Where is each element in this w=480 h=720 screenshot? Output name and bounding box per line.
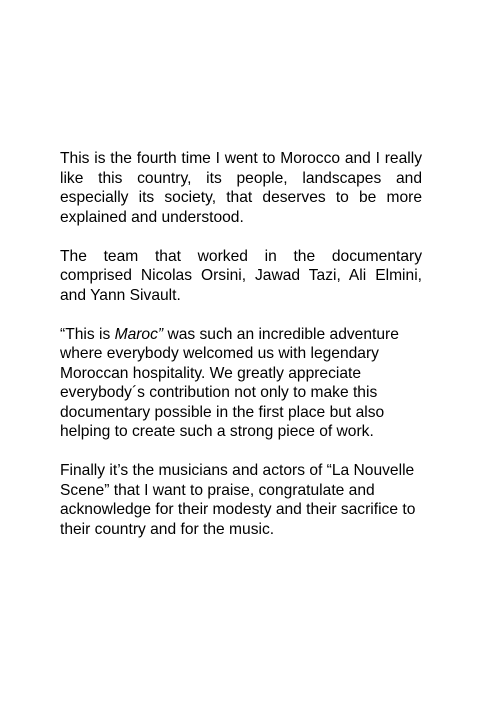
document-body — [60, 149, 422, 559]
paragraph-team: The team that worked in the documentary comprised Nicolas Orsini, Jawad Tazi, Ali Elmini, and Yann Sivault. — [60, 247, 422, 304]
paragraph-intro: This is the fourth time I went to Morocco and I really like this country, its people, landscapes and especially its society, that deserves to be more explained and understood. — [60, 150, 422, 226]
paragraph-closing: Finally it’s the musicians and actors of “La Nouvelle Scene” that I want to praise, congratulate and acknowledge for their modesty and their sacrifice to their country and for the music. — [60, 462, 416, 538]
paragraph-adventure — [60, 325, 422, 442]
paragraph-adventure-text: was such an incredible adventure where everybody welcomed us with legendary Moroccan hospitality. We greatly appreciate everybody´s contribution not only to make this documentary possible in the first place but also helping to create such a strong piece of work. — [60, 325, 399, 440]
paragraph-adventure-prefix: “This is — [60, 325, 115, 343]
documentary-title: Maroc” — [114, 325, 164, 343]
